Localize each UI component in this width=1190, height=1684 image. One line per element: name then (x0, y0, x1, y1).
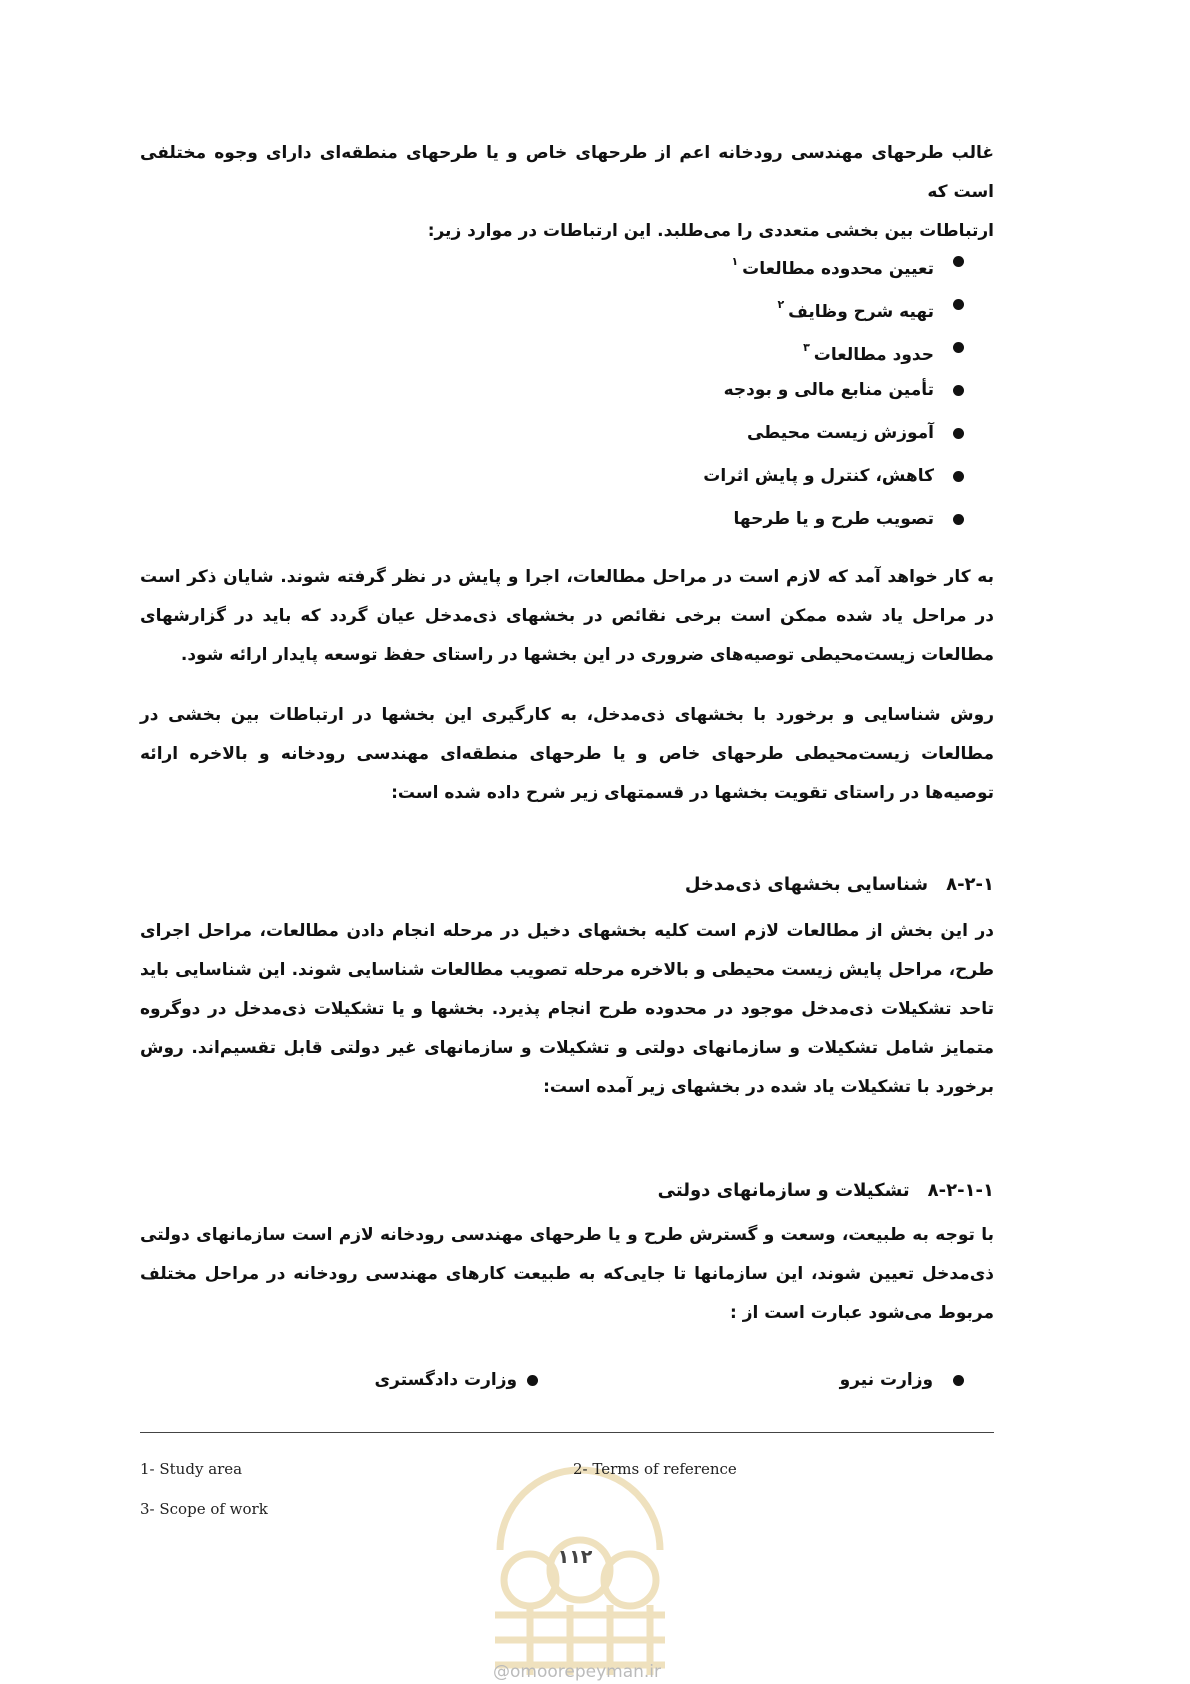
bullet-icon (953, 471, 964, 482)
ministry-item: وزارت دادگستری (375, 1370, 538, 1410)
watermark-url: @omoorepeyman.ir (493, 1662, 662, 1682)
section-heading-government (658, 1180, 994, 1201)
bullet-icon (953, 1375, 964, 1386)
paragraph-stakeholders: در این بخش از مطالعات لازم است کلیه بخشهای دخیل در مرحله انجام دادن مطالعات، مراحل اجرای طرح، مراحل پایش زیست محیطی و بالاخره مرحله تصویب مطالعات شناسایی شوند. این شناسایی باید تاحد تشکیلات ذی‌مدخل موجود در محدوده طرح انجام پذیرد. بخشها و یا تشکیلات ذی‌مدخل در دوگروه متمایز شامل تشکیلات و سازمانهای دولتی و تشکیلات و سازمانهای غیر دولتی قابل تقسیم‌اند. روش برخورد با تشکیلات یاد شده در بخشهای زیر آمده است: (140, 921, 994, 1097)
section-heading-stakeholders (685, 874, 994, 895)
bullet-icon (953, 299, 964, 310)
section-number: ۸-۲-۱ (946, 874, 994, 895)
footnote-ref: ۱ (731, 255, 739, 268)
footnote-1: 1- Study area (140, 1460, 243, 1478)
list-item: تصویب طرح و یا طرحها (464, 498, 964, 541)
paragraph-method: روش شناسایی و برخورد با بخشهای ذی‌مدخل، به کارگیری این بخشها در ارتباطات بین بخشی در مطالعات زیست‌محیطی طرحهای خاص و یا طرحهای منطقه‌ای مهندسی رودخانه و بالاخره ارائه توصیه‌ها در راستای تقویت بخشها در قسمتهای زیر شرح داده شده است: (140, 705, 994, 803)
bullet-icon (953, 256, 964, 267)
footnote-ref: ۲ (777, 298, 785, 311)
list-item: کاهش، کنترل و پایش اثرات (464, 455, 964, 498)
section-number: ۸-۲-۱-۱ (927, 1180, 994, 1201)
bullet-list (464, 240, 964, 541)
bullet-icon (953, 342, 964, 353)
list-item: تأمین منابع مالی و بودجه (464, 369, 964, 412)
footnote-3: 3- Scope of work (140, 1500, 268, 1518)
bullet-icon (527, 1375, 538, 1386)
footnote-ref: ۳ (803, 341, 810, 354)
ministry-item: وزارت نیرو (840, 1370, 964, 1410)
list-item: تعیین محدوده مطالعات$^۱$ (464, 240, 964, 283)
bullet-icon (953, 514, 964, 525)
footnote-2: 2- Terms of reference (573, 1460, 737, 1478)
section-title: تشکیلات و سازمانهای دولتی (657, 1180, 910, 1201)
intro-line-2: ارتباطات بین بخشی متعددی را می‌طلبد. این ارتباطات در موارد زیر: (427, 221, 994, 241)
paragraph-implementation: به کار خواهد آمد که لازم است در مراحل مطالعات، اجرا و پایش در نظر گرفته شوند. شایان ذکر است در مراحل یاد شده ممکن است برخی نقائص در بخشهای ذی‌مدخل عیان گردد که باید در گزارشهای مطالعات زیست‌محیطی توصیه‌های ضروری در این بخشها در راستای حفظ توسعه پایدار ارائه شود. (140, 567, 994, 665)
intro-line-1: غالب طرحهای مهندسی رودخانه اعم از طرحهای خاص و یا طرحهای منطقه‌ای دارای وجوه مختلفی است که (140, 143, 994, 202)
list-item: آموزش زیست محیطی (464, 412, 964, 455)
bullet-icon (953, 428, 964, 439)
paragraph-government: با توجه به طبیعت، وسعت و گسترش طرح و یا طرحهای مهندسی رودخانه لازم است سازمانهای دولتی ذی‌مدخل تعیین شوند، این سازمانها تا جایی‌که به طبیعت کارهای مهندسی رودخانه در مراحل مختلف مربوط می‌شود عبارت است از : (140, 1225, 994, 1323)
intro-paragraph (140, 134, 994, 251)
at-icon: @ (493, 1662, 510, 1682)
list-item: حدود مطالعات$^۳$ (464, 326, 964, 369)
section-title: شناسایی بخشهای ذی‌مدخل (684, 874, 929, 895)
list-item: تهیه شرح وظایف$^۲$ (464, 283, 964, 326)
page-number: ۱۱۲ (557, 1546, 593, 1568)
bullet-icon (953, 385, 964, 396)
